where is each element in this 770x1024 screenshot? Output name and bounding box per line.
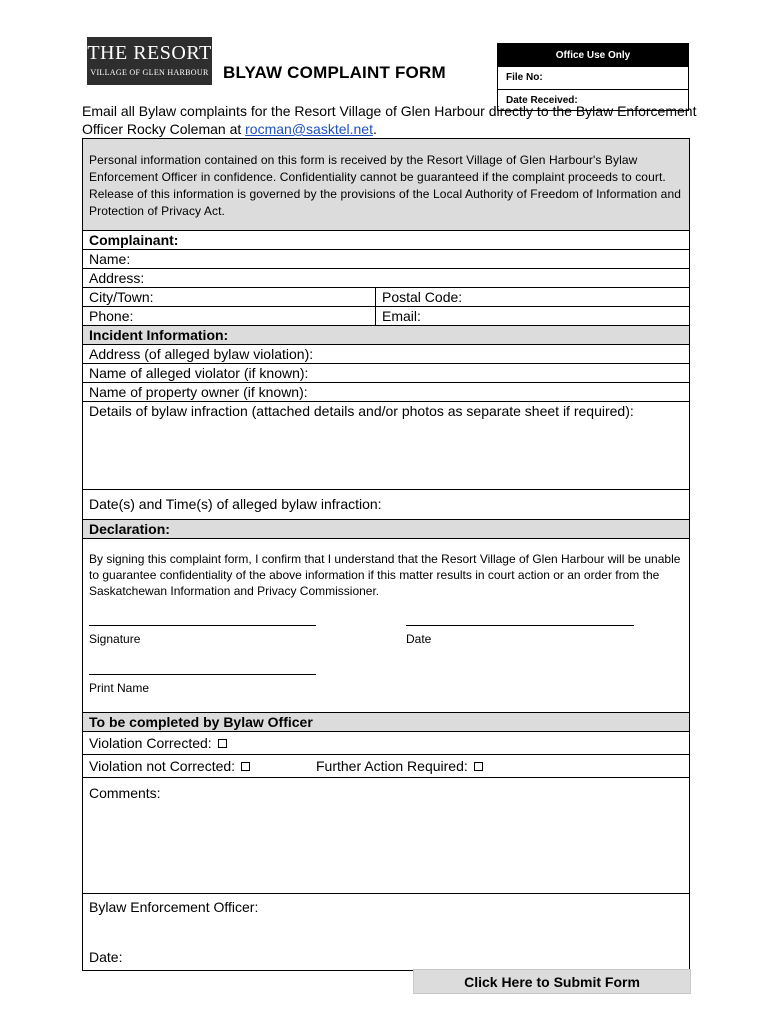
infraction-details-field[interactable]: Details of bylaw infraction (attached details and/or photos as separate sheet if required):: [83, 401, 689, 489]
city-postal-row: [83, 287, 689, 306]
officer-date-field[interactable]: Date:: [89, 949, 123, 965]
violator-name-field[interactable]: Name of alleged violator (if known):: [83, 363, 689, 382]
privacy-notice: Personal information contained on this form is received by the Resort Village of Glen Harbour's Bylaw Enforcement Officer in confidence. Confidentiality cannot be guaranteed if the complaint proceeds to court. Release of this information is governed by the provisions of the Local Authority of Freedom of Information and Protection of Privacy Act.: [83, 139, 689, 230]
city-field[interactable]: City/Town:: [83, 288, 376, 306]
violation-not-corrected-row: [83, 754, 689, 777]
further-action-group: [316, 755, 483, 778]
date-received-field[interactable]: Date Received:: [498, 89, 688, 111]
declaration-section: [83, 538, 689, 712]
date-line[interactable]: [406, 625, 634, 626]
email-field[interactable]: Email:: [382, 308, 421, 324]
complainant-name-field[interactable]: Name:: [83, 249, 689, 268]
property-owner-field[interactable]: Name of property owner (if known):: [83, 382, 689, 401]
declaration-heading: Declaration:: [83, 519, 689, 538]
intro-paragraph: [82, 102, 697, 138]
violation-corrected-row: [83, 731, 689, 754]
submit-form-button[interactable]: Click Here to Submit Form: [413, 969, 691, 994]
phone-field[interactable]: Phone:: [83, 307, 376, 325]
complainant-address-field[interactable]: Address:: [83, 268, 689, 287]
further-action-label: Further Action Required:: [316, 758, 468, 774]
form-title: BLYAW COMPLAINT FORM: [223, 63, 446, 82]
officer-name-field[interactable]: Bylaw Enforcement Officer:: [89, 899, 259, 915]
incident-heading: Incident Information:: [83, 325, 689, 344]
postal-code-field[interactable]: Postal Code:: [382, 289, 463, 305]
file-no-field[interactable]: File No:: [506, 72, 543, 83]
infraction-dates-field[interactable]: Date(s) and Time(s) of alleged bylaw infraction:: [83, 489, 689, 519]
violation-address-field[interactable]: Address (of alleged bylaw violation):: [83, 344, 689, 363]
signature-line[interactable]: [89, 625, 316, 626]
signature-label: Signature: [89, 632, 141, 646]
complaint-form: [82, 138, 690, 971]
declaration-text: By signing this complaint form, I confirm that I understand that the Resort Village of Glen Harbour will be unable to guarantee confidentiality of the above information if this matter results in court action or an order from the Saskatchewan Information and Privacy Commissioner.: [89, 552, 681, 598]
violation-not-corrected-checkbox[interactable]: [241, 762, 250, 771]
further-action-checkbox[interactable]: [474, 762, 483, 771]
comments-field[interactable]: Comments:: [83, 777, 689, 893]
email-link[interactable]: rocman@sasktel.net: [245, 121, 373, 137]
complainant-heading: Complainant:: [83, 230, 689, 249]
logo-line-1: THE RESORT: [87, 42, 212, 64]
intro-text: Email all Bylaw complaints for the Resort Village of Glen Harbour directly to the Bylaw Enforcement Officer Rocky Coleman at: [82, 103, 697, 137]
violation-corrected-checkbox[interactable]: [218, 739, 227, 748]
office-use-box: [497, 43, 689, 111]
office-use-heading: Office Use Only: [498, 44, 688, 67]
print-name-label: Print Name: [89, 681, 150, 695]
officer-section: [83, 893, 689, 970]
intro-end: .: [372, 121, 377, 137]
phone-email-row: [83, 306, 689, 325]
logo-line-2: VILLAGE OF GLEN HARBOUR: [90, 68, 209, 77]
resort-logo: [87, 37, 212, 85]
officer-heading: To be completed by Bylaw Officer: [83, 712, 689, 731]
date-label: Date: [406, 632, 432, 646]
print-name-line[interactable]: [89, 674, 316, 675]
violation-not-corrected-label: Violation not Corrected:: [89, 758, 236, 774]
violation-corrected-label: Violation Corrected:: [89, 735, 212, 751]
